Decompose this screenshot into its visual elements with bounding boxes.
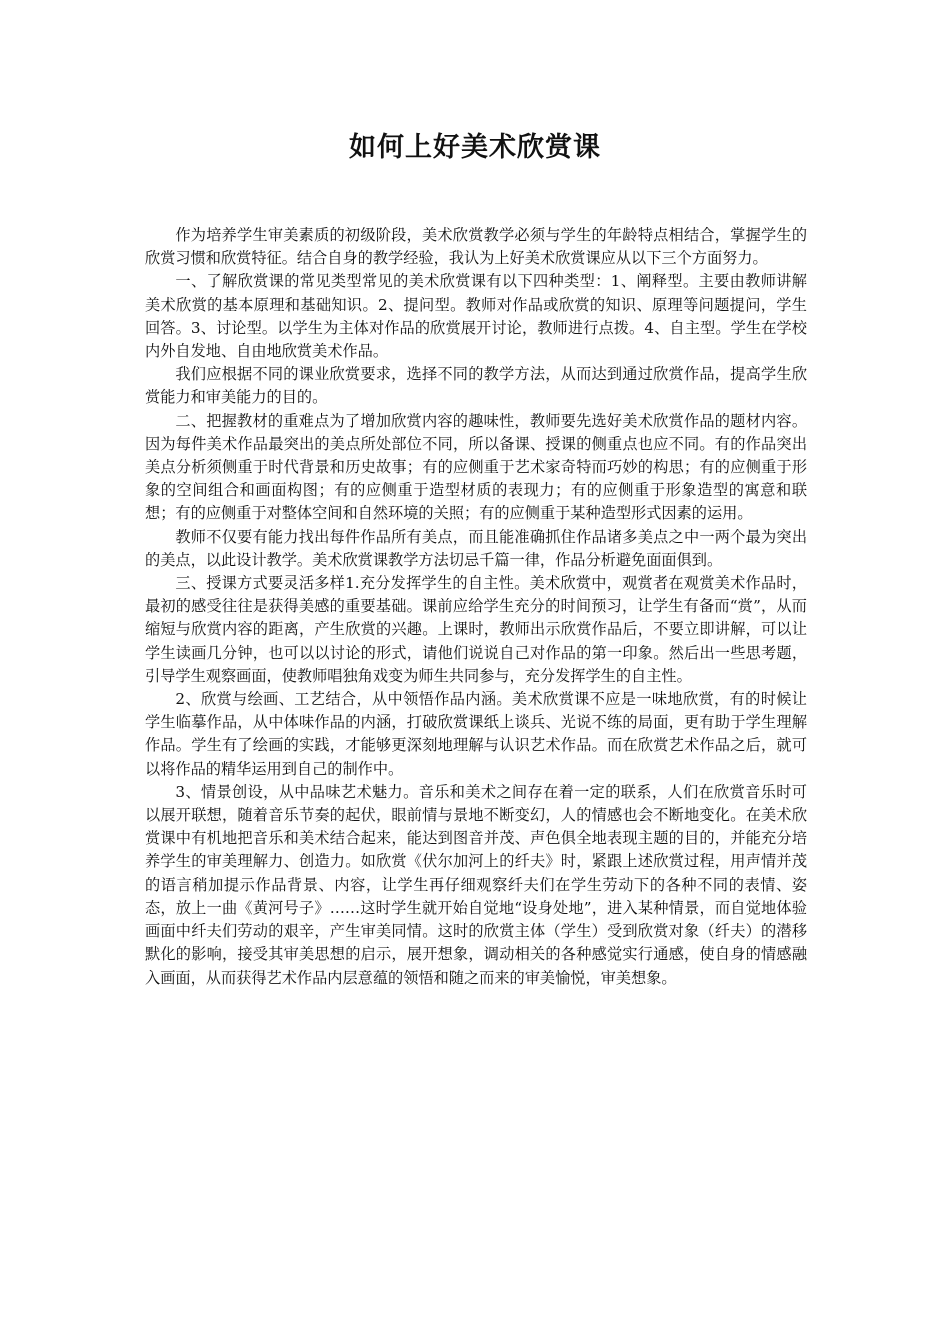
paragraph-section-1-note: 我们应根据不同的课业欣赏要求，选择不同的教学方法，从而达到通过欣赏作品，提高学生欣赏能力和审美能力的目的。 — [145, 365, 807, 407]
document-title: 如何上好美术欣赏课 — [349, 132, 601, 163]
paragraph-section-2-note: 教师不仅要有能力找出每件作品所有美点，而且能准确抓住作品诸多美点之中一两个最为突出的美点，以此设计教学。美术欣赏课教学方法切忌千篇一律，作品分析避免面面俱到。 — [145, 527, 807, 569]
document-body — [145, 224, 807, 990]
paragraph-section-2: 二、把握教材的重难点为了增加欣赏内容的趣味性，教师要先选好美术欣赏作品的题材内容。因为每件美术作品最突出的美点所处部位不同，所以备课、授课的侧重点也应不同。有的作品突出美点分析须侧重于时代背景和历史故事；有的应侧重于艺术家奇特而巧妙的构思；有的应侧重于形象的空间组合和画面构图；有的应侧重于造型材质的表现力；有的应侧重于形象造型的寓意和联想；有的应侧重于对整体空间和自然环境的关照；有的应侧重于某种造型形式因素的运用。 — [145, 411, 807, 523]
paragraph-intro: 作为培养学生审美素质的初级阶段，美术欣赏教学必须与学生的年龄特点相结合，掌握学生的欣赏习惯和欣赏特征。结合自身的教学经验，我认为上好美术欣赏课应从以下三个方面努力。 — [145, 226, 807, 268]
paragraph-section-3-item-2: 2、欣赏与绘画、工艺结合，从中领悟作品内涵。美术欣赏课不应是一味地欣赏，有的时候让学生临摹作品，从中体味作品的内涵，打破欣赏课纸上谈兵、光说不练的局面，更有助于学生理解作品。学生有了绘画的实践，才能够更深刻地理解与认识艺术作品。而在欣赏艺术作品之后，就可以将作品的精华运用到自己的制作中。 — [145, 690, 807, 778]
paragraph-section-3: 三、授课方式要灵活多样1.充分发挥学生的自主性。美术欣赏中，观赏者在观赏美术作品时，最初的感受往往是获得美感的重要基础。课前应给学生充分的时间预习，让学生有备而“赏”，从而缩短与欣赏内容的距离，产生欣赏的兴趣。上课时，教师出示欣赏作品后，不要立即讲解，可以让学生读画几分钟，也可以以讨论的形式，请他们说说自己对作品的第一印象。然后出一些思考题，引导学生观察画面，使教师唱独角戏变为师生共同参与，充分发挥学生的自主性。 — [145, 574, 807, 685]
paragraph-section-3-item-3: 3、情景创设，从中品味艺术魅力。音乐和美术之间存在着一定的联系，人们在欣赏音乐时可以展开联想，随着音乐节奏的起伏，眼前情与景地不断变幻，人的情感也会不断地变化。在美术欣赏课中有机地把音乐和美术结合起来，能达到图音并茂、声色俱全地表现主题的目的，并能充分培养学生的审美理解力、创造力。如欣赏《伏尔加河上的纤夫》时，紧跟上述欣赏过程，用声情并茂的语言稍加提示作品背景、内容，让学生再仔细观察纤夫们在学生劳动下的各种不同的表情、姿态，放上一曲《黄河号子》……这时学生就开始自觉地“设身处地”，进入某种情景，而自觉地体验画面中纤夫们劳动的艰辛，产生审美同情。这时的欣赏主体（学生）受到欣赏对象（纤夫）的潜移默化的影响，接受其审美思想的启示，展开想象，调动相关的各种感觉实行通感，使自身的情感融入画面，从而获得艺术作品内层意蕴的领悟和随之而来的审美愉悦，审美想象。 — [145, 782, 807, 987]
paragraph-section-1: 一、了解欣赏课的常见类型常见的美术欣赏课有以下四种类型：1、阐释型。主要由教师讲解美术欣赏的基本原理和基础知识。2、提问型。教师对作品或欣赏的知识、原理等问题提问，学生回答。3、讨论型。以学生为主体对作品的欣赏展开讨论，教师进行点拨。4、自主型。学生在学校内外自发地、自由地欣赏美术作品。 — [145, 272, 807, 361]
